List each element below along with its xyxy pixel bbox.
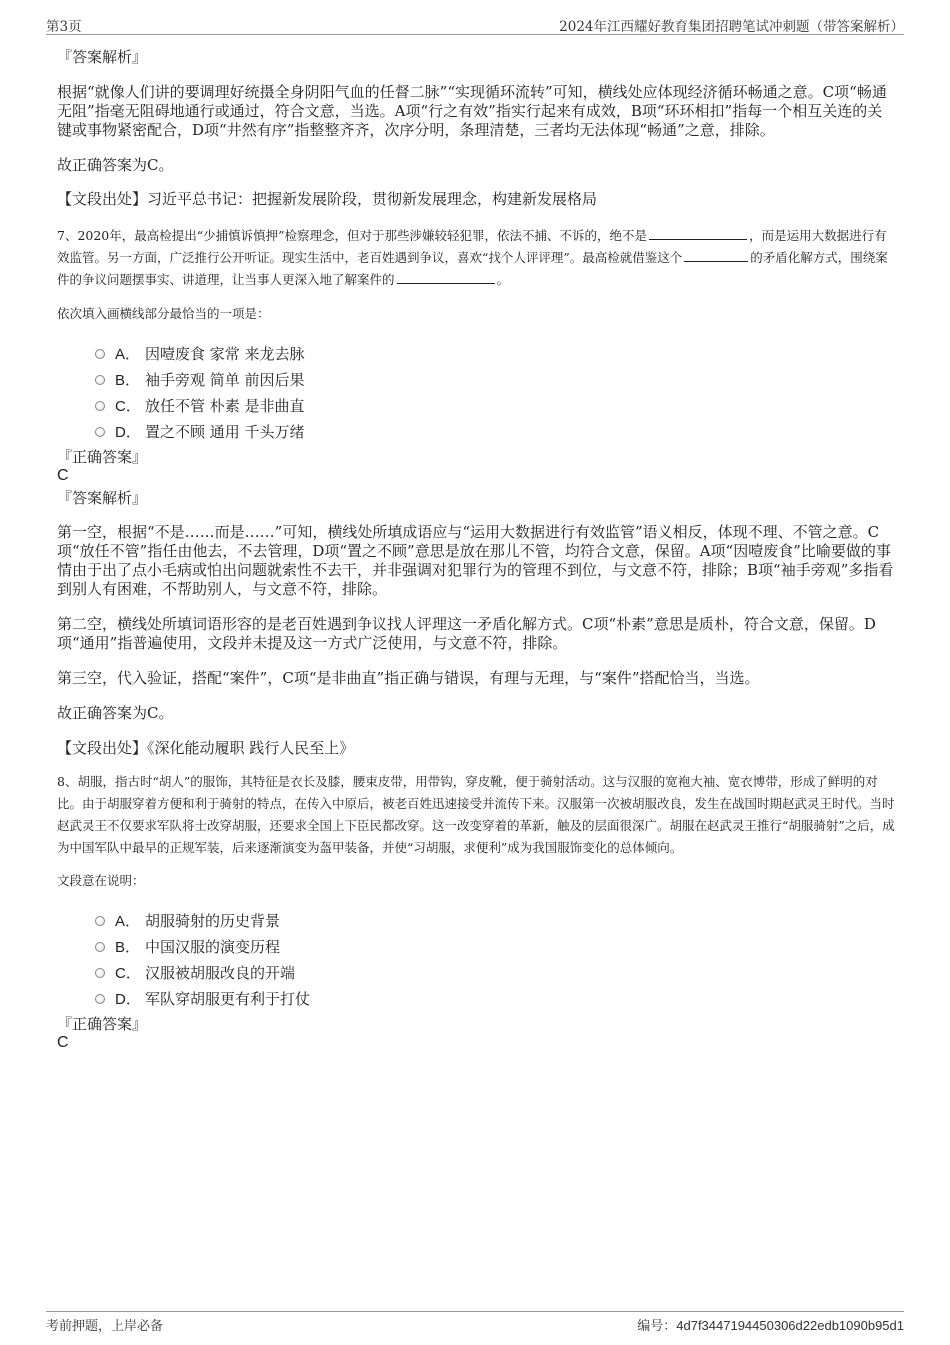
radio-icon[interactable] <box>95 916 105 926</box>
correct-answer: C <box>57 1034 69 1051</box>
fill-blank-2 <box>684 249 748 262</box>
option-b[interactable]: B． 袖手旁观 简单 前因后果 <box>95 367 895 393</box>
radio-icon[interactable] <box>95 375 105 385</box>
question-7-prompt: 依次填入画横线部分最恰当的一项是： <box>57 306 270 321</box>
analysis-paragraph-1: 第一空，根据“不是……而是……”可知，横线处所填成语应与“运用大数据进行有效监管”语义相反，体现不理、不管之意。C项“放任不管”指任由他去，不去管理，D项“置之不顾”意思是放在那儿不管，均符合文意，保留。A项“因噎废食”比喻要做的事情由于出了点小毛病或怕出问题就索性不去干，并非强调对犯罪行为的管理不到位，与文意不符，排除；B项“袖手旁观”多指看到别人有困难，不帮助别人，与文意不符，排除。 <box>57 523 894 598</box>
correct-answer-label: 『正确答案』 <box>57 448 148 466</box>
radio-icon[interactable] <box>95 968 105 978</box>
document-code: 编号：4d7f3447194450306d22edb1090b95d1 <box>637 1318 904 1334</box>
question-7-options <box>57 341 895 445</box>
option-c[interactable]: C． 汉服被胡服改良的开端 <box>95 960 895 986</box>
option-d[interactable]: D． 军队穿胡服更有利于打仗 <box>95 986 895 1012</box>
conclusion: 故正确答案为C。 <box>57 704 174 722</box>
source-note: 【文段出处】习近平总书记：把握新发展阶段，贯彻新发展理念，构建新发展格局 <box>57 190 598 208</box>
radio-icon[interactable] <box>95 942 105 952</box>
radio-icon[interactable] <box>95 994 105 1004</box>
option-a[interactable]: A． 胡服骑射的历史背景 <box>95 908 895 934</box>
page-footer <box>46 1311 904 1334</box>
radio-icon[interactable] <box>95 401 105 411</box>
analysis-label: 『答案解析』 <box>57 489 148 507</box>
footer-slogan: 考前押题，上岸必备 <box>46 1319 164 1334</box>
question-8-prompt: 文段意在说明： <box>57 873 145 888</box>
source-note: 【文段出处】《深化能动履职 践行人民至上》 <box>57 739 355 757</box>
page-number: 第3页 <box>46 19 82 35</box>
option-d[interactable]: D． 置之不顾 通用 千头万绪 <box>95 419 895 445</box>
document-title: 2024年江西耀好教育集团招聘笔试冲刺题（带答案解析） <box>559 19 904 35</box>
page-header <box>46 14 904 35</box>
analysis-label: 『答案解析』 <box>57 48 148 66</box>
radio-icon[interactable] <box>95 427 105 437</box>
option-c[interactable]: C． 放任不管 朴素 是非曲直 <box>95 393 895 419</box>
correct-answer: C <box>57 467 69 484</box>
option-a[interactable]: A． 因噎废食 家常 来龙去脉 <box>95 341 895 367</box>
question-7-stem: 7、2020年，最高检提出“少捕慎诉慎押”检察理念，但对于那些涉嫌较轻犯罪，依法不捕、不诉的，绝不是 ，而是运用大数据进行有效监管。另一方面，广泛推行公开听证。现实生活中，老百姓遇到争议，喜欢“找个人评评理”。最高检就借鉴这个 的矛盾化解方式，围绕案件的争议问题摆事实、讲道理，让当事人更深入地了解案件的 。 <box>57 228 888 287</box>
conclusion: 故正确答案为C。 <box>57 156 174 174</box>
option-b[interactable]: B． 中国汉服的演变历程 <box>95 934 895 960</box>
question-8-stem: 8、胡服，指古时“胡人”的服饰，其特征是衣长及膝，腰束皮带，用带钩，穿皮靴，便于骑射活动。这与汉服的宽袍大袖、宽衣博带，形成了鲜明的对比。由于胡服穿着方便和利于骑射的特点，在传入中原后，被老百姓迅速接受并流传下来。汉服第一次被胡服改良，发生在战国时期赵武灵王时代。当时赵武灵王不仅要求军队将士改穿胡服，还要求全国上下臣民都改穿。这一改变穿着的革新，触及的层面很深广。胡服在赵武灵王推行“胡服骑射”之后，成为中国军队中最早的正规军装，后来逐渐演变为盔甲装备，并使“习胡服，求便利”成为我国服饰变化的总体倾向。 <box>57 774 895 855</box>
page-content <box>57 44 895 1052</box>
analysis-paragraph: 根据“就像人们讲的要调理好统摄全身阴阳气血的任督二脉”“实现循环流转”可知，横线处应体现经济循环畅通之意。C项“畅通无阻”指毫无阻碍地通行或通过，符合文意，当选。A项“行之有效”指实行起来有成效，B项“环环相扣”指每一个相互关连的关键或事物紧密配合，D项“井然有序”指整整齐齐，次序分明，条理清楚，三者均无法体现“畅通”之意，排除。 <box>57 83 887 139</box>
analysis-paragraph-3: 第三空，代入验证，搭配“案件”，C项“是非曲直”指正确与错误，有理与无理，与“案件”搭配恰当，当选。 <box>57 669 760 687</box>
question-8-options <box>57 908 895 1012</box>
correct-answer-label: 『正确答案』 <box>57 1015 148 1033</box>
radio-icon[interactable] <box>95 349 105 359</box>
fill-blank-1 <box>649 227 747 240</box>
analysis-paragraph-2: 第二空，横线处所填词语形容的是老百姓遇到争议找人评理这一矛盾化解方式。C项“朴素”意思是质朴，符合文意，保留。D项“通用”指普遍使用，文段并未提及这一方式广泛使用，与文意不符，排除。 <box>57 615 876 652</box>
fill-blank-3 <box>397 271 495 284</box>
